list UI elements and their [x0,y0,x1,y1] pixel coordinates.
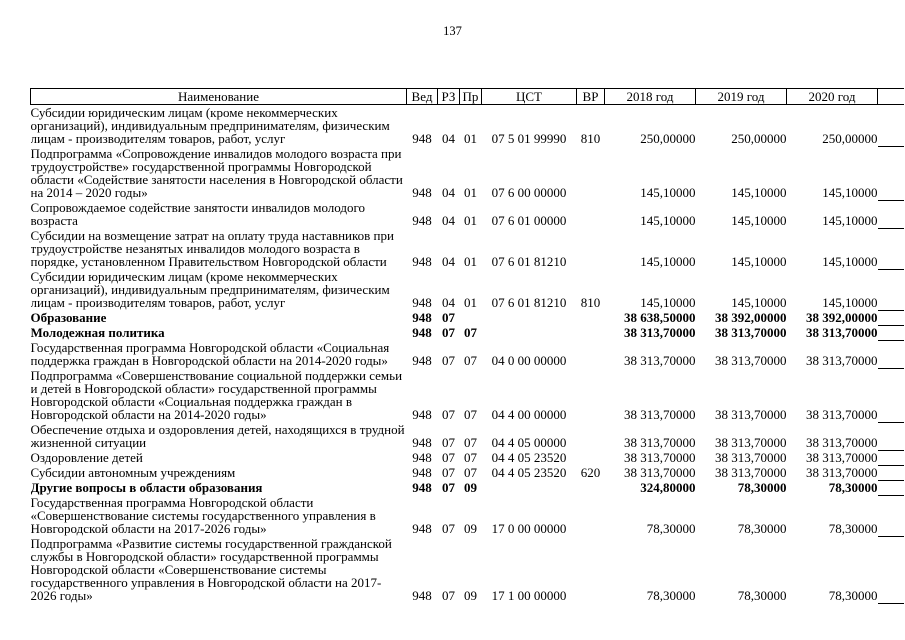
cell-vr: 810 [580,131,601,146]
cell-rz: 07 [442,465,455,480]
cell-vr: 620 [580,465,601,480]
page-number: 137 [443,24,462,38]
cell-y2020: 38 313,70000 [806,465,878,480]
cell-name: Подпрограмма «Совершенствование социальной поддержки семьи и детей в Новгородской области» государственной программы Новгородской области «Социальная поддержка граждан в Новгородской области на 2014-2020 годы» [30,368,403,422]
cell-ved: 948 [412,213,432,228]
cell-y2018: 38 313,70000 [624,435,696,450]
page-edge-cell [878,200,904,228]
table-row [31,269,904,310]
cell-ved: 948 [412,295,432,310]
cell-ved: 948 [412,131,432,146]
cell-pr: 07 [464,353,477,368]
cell-cst [482,480,577,495]
header-vr: ВР [577,89,605,105]
cell-y2019: 38 313,70000 [715,450,787,465]
cell-ved: 948 [412,325,432,340]
cell-y2020: 78,30000 [828,588,878,603]
table-row [31,340,904,368]
header-rz: РЗ [438,89,460,105]
cell-y2019: 145,10000 [731,254,787,269]
cell-ved: 948 [412,435,432,450]
table-row [31,310,904,325]
cell-ved: 948 [412,353,432,368]
cell-cst: 07 5 01 99990 [491,131,567,146]
cell-pr: 07 [464,450,477,465]
cell-y2020: 145,10000 [822,185,878,200]
table-row [31,368,904,422]
cell-vr [577,228,605,269]
cell-ved: 948 [412,407,432,422]
cell-y2018: 145,10000 [640,254,696,269]
cell-y2018: 78,30000 [646,521,696,536]
cell-vr [577,325,605,340]
table-row [31,495,904,536]
cell-pr: 01 [464,295,477,310]
cell-name: Обеспечение отдыха и оздоровления детей, находящихся в трудной жизненной ситуации [30,422,405,450]
cell-ved: 948 [412,310,432,325]
cell-pr: 07 [464,465,477,480]
cell-ved: 948 [412,465,432,480]
page-edge-cell [878,269,904,310]
table-row [31,105,904,147]
cell-pr: 09 [464,521,477,536]
cell-name: Подпрограмма «Развитие системы государственной гражданской службы в Новгородской области» государственной программы Новгородской области «Совершенствование системы государственного управления в Новгородской области на 2017-2026 годы» [30,536,392,603]
cell-cst [482,310,577,325]
cell-name: Субсидии автономным учреждениям [30,465,236,480]
header-2018: 2018 год [605,89,696,105]
page-edge-cell [878,340,904,368]
cell-cst: 07 6 01 00000 [491,213,567,228]
cell-pr: 07 [464,325,477,340]
cell-y2019: 38 313,70000 [715,353,787,368]
cell-rz: 07 [442,407,455,422]
cell-rz: 07 [442,325,455,340]
cell-name: Субсидии юридическим лицам (кроме некоммерческих организаций), индивидуальным предпринимателям, физическим лицам - производителям товаров, работ, услуг [30,269,390,310]
cell-y2018: 38 313,70000 [624,407,696,422]
cell-y2019: 78,30000 [737,521,787,536]
cell-y2019: 145,10000 [731,295,787,310]
cell-rz: 07 [442,480,455,495]
cell-y2020: 38 313,70000 [806,353,878,368]
cell-y2019: 38 313,70000 [715,407,787,422]
cell-rz: 07 [442,588,455,603]
cell-ved: 948 [412,450,432,465]
table-row [31,450,904,465]
header-row [31,89,904,105]
cell-rz: 04 [442,213,455,228]
table-row [31,325,904,340]
cell-y2018: 145,10000 [640,213,696,228]
cell-y2019: 145,10000 [731,185,787,200]
cell-vr [577,495,605,536]
cell-y2018: 324,80000 [640,480,696,495]
cell-vr [577,310,605,325]
cell-pr [460,310,482,325]
header-pr: Пр [460,89,482,105]
table-row [31,422,904,450]
cell-y2019: 145,10000 [731,213,787,228]
cell-y2018: 38 313,70000 [624,353,696,368]
cell-pr: 01 [464,131,477,146]
page-edge-cell [878,450,904,465]
cell-cst: 07 6 01 81210 [491,295,567,310]
cell-name: Сопровождаемое содействие занятости инвалидов молодого возраста [30,200,366,228]
cell-name: Субсидии юридическим лицам (кроме некоммерческих организаций), индивидуальным предпринимателям, физическим лицам - производителям товаров, работ, услуг [30,105,390,146]
budget-table-header [31,89,904,105]
cell-pr: 09 [464,588,477,603]
cell-ved: 948 [412,480,432,495]
cell-y2020: 38 313,70000 [806,407,878,422]
cell-y2020: 250,00000 [822,131,878,146]
cell-ved: 948 [412,588,432,603]
cell-y2018: 38 313,70000 [624,465,696,480]
cell-rz: 07 [442,435,455,450]
budget-table [30,88,904,604]
page-edge-cell [878,146,904,200]
cell-vr [577,422,605,450]
cell-ved: 948 [412,185,432,200]
cell-name: Государственная программа Новгородской области «Социальная поддержка граждан в Новгородской области на 2014-2020 годы» [30,340,390,368]
cell-y2018: 145,10000 [640,185,696,200]
table-row [31,480,904,495]
cell-y2020: 78,30000 [828,521,878,536]
cell-pr: 01 [464,254,477,269]
cell-y2020: 38 313,70000 [806,450,878,465]
cell-ved: 948 [412,521,432,536]
cell-cst: 04 4 05 23520 [491,465,567,480]
cell-y2019: 78,30000 [737,480,787,495]
cell-y2020: 78,30000 [828,480,878,495]
cell-rz: 04 [442,131,455,146]
cell-rz: 07 [442,353,455,368]
cell-vr [577,200,605,228]
cell-rz: 04 [442,254,455,269]
cell-name: Образование [30,310,107,325]
cell-vr [577,450,605,465]
cell-y2020: 145,10000 [822,213,878,228]
table-row [31,536,904,603]
table-row [31,146,904,200]
cell-rz: 07 [442,450,455,465]
cell-y2018: 38 313,70000 [624,325,696,340]
cell-vr: 810 [580,295,601,310]
cell-cst: 07 6 01 81210 [491,254,567,269]
page-edge-header-cell [878,89,904,105]
cell-cst: 04 4 05 00000 [491,435,567,450]
page-edge-cell [878,105,904,147]
cell-y2020: 145,10000 [822,254,878,269]
header-name: Наименование [31,89,407,105]
cell-y2018: 145,10000 [640,295,696,310]
page-edge-cell [878,422,904,450]
cell-name: Подпрограмма «Сопровождение инвалидов молодого возраста при трудоустройстве» государственной программы Новгородской области «Содействие занятости населения в Новгородской области на 2014 – 2020 годы» [30,146,403,200]
cell-cst: 17 0 00 00000 [491,521,567,536]
table-row [31,200,904,228]
cell-name: Государственная программа Новгородской области «Совершенствование системы государственного управления в Новгородской области на 2017-2026 годы» [30,495,376,536]
cell-cst: 07 6 00 00000 [491,185,567,200]
cell-vr [577,146,605,200]
cell-cst: 04 4 05 23520 [491,450,567,465]
cell-name: Молодежная политика [30,325,165,340]
cell-rz: 07 [442,521,455,536]
page-edge-cell [878,536,904,603]
header-ved: Вед [407,89,438,105]
cell-vr [577,536,605,603]
header-2020: 2020 год [787,89,878,105]
header-2019: 2019 год [696,89,787,105]
page-edge-cell [878,368,904,422]
cell-rz: 07 [442,310,455,325]
page-edge-cell [878,310,904,325]
cell-name: Другие вопросы в области образования [30,480,263,495]
cell-name: Субсидии на возмещение затрат на оплату труда наставников при трудоустройстве незанятых инвалидов молодого возраста в порядке, установленном Правительством Новгородской области [30,228,394,269]
cell-pr: 01 [464,185,477,200]
cell-y2019: 78,30000 [737,588,787,603]
cell-cst: 17 1 00 00000 [491,588,567,603]
cell-cst: 04 0 00 00000 [491,353,567,368]
budget-table-body [31,105,904,604]
cell-rz: 04 [442,295,455,310]
cell-cst: 04 4 00 00000 [491,407,567,422]
cell-ved: 948 [412,254,432,269]
cell-y2020: 145,10000 [822,295,878,310]
cell-cst [482,325,577,340]
page-edge-cell [878,495,904,536]
header-cst: ЦСТ [482,89,577,105]
cell-rz: 04 [442,185,455,200]
cell-pr: 07 [464,435,477,450]
cell-y2019: 38 392,00000 [715,310,787,325]
cell-pr: 09 [464,480,477,495]
cell-y2019: 250,00000 [731,131,787,146]
cell-vr [577,368,605,422]
cell-y2019: 38 313,70000 [715,325,787,340]
cell-y2020: 38 313,70000 [806,325,878,340]
table-row [31,465,904,480]
cell-y2018: 38 313,70000 [624,450,696,465]
cell-y2019: 38 313,70000 [715,465,787,480]
page-edge-cell [878,480,904,495]
page-edge-cell [878,228,904,269]
cell-pr: 01 [464,213,477,228]
cell-y2018: 78,30000 [646,588,696,603]
cell-vr [577,480,605,495]
page-edge-cell [878,465,904,480]
cell-y2020: 38 313,70000 [806,435,878,450]
table-row [31,228,904,269]
page-edge-cell [878,325,904,340]
cell-y2018: 38 638,50000 [624,310,696,325]
cell-name: Оздоровление детей [30,450,143,465]
cell-vr [577,340,605,368]
cell-y2018: 250,00000 [640,131,696,146]
cell-y2020: 38 392,00000 [806,310,878,325]
cell-y2019: 38 313,70000 [715,435,787,450]
cell-pr: 07 [464,407,477,422]
